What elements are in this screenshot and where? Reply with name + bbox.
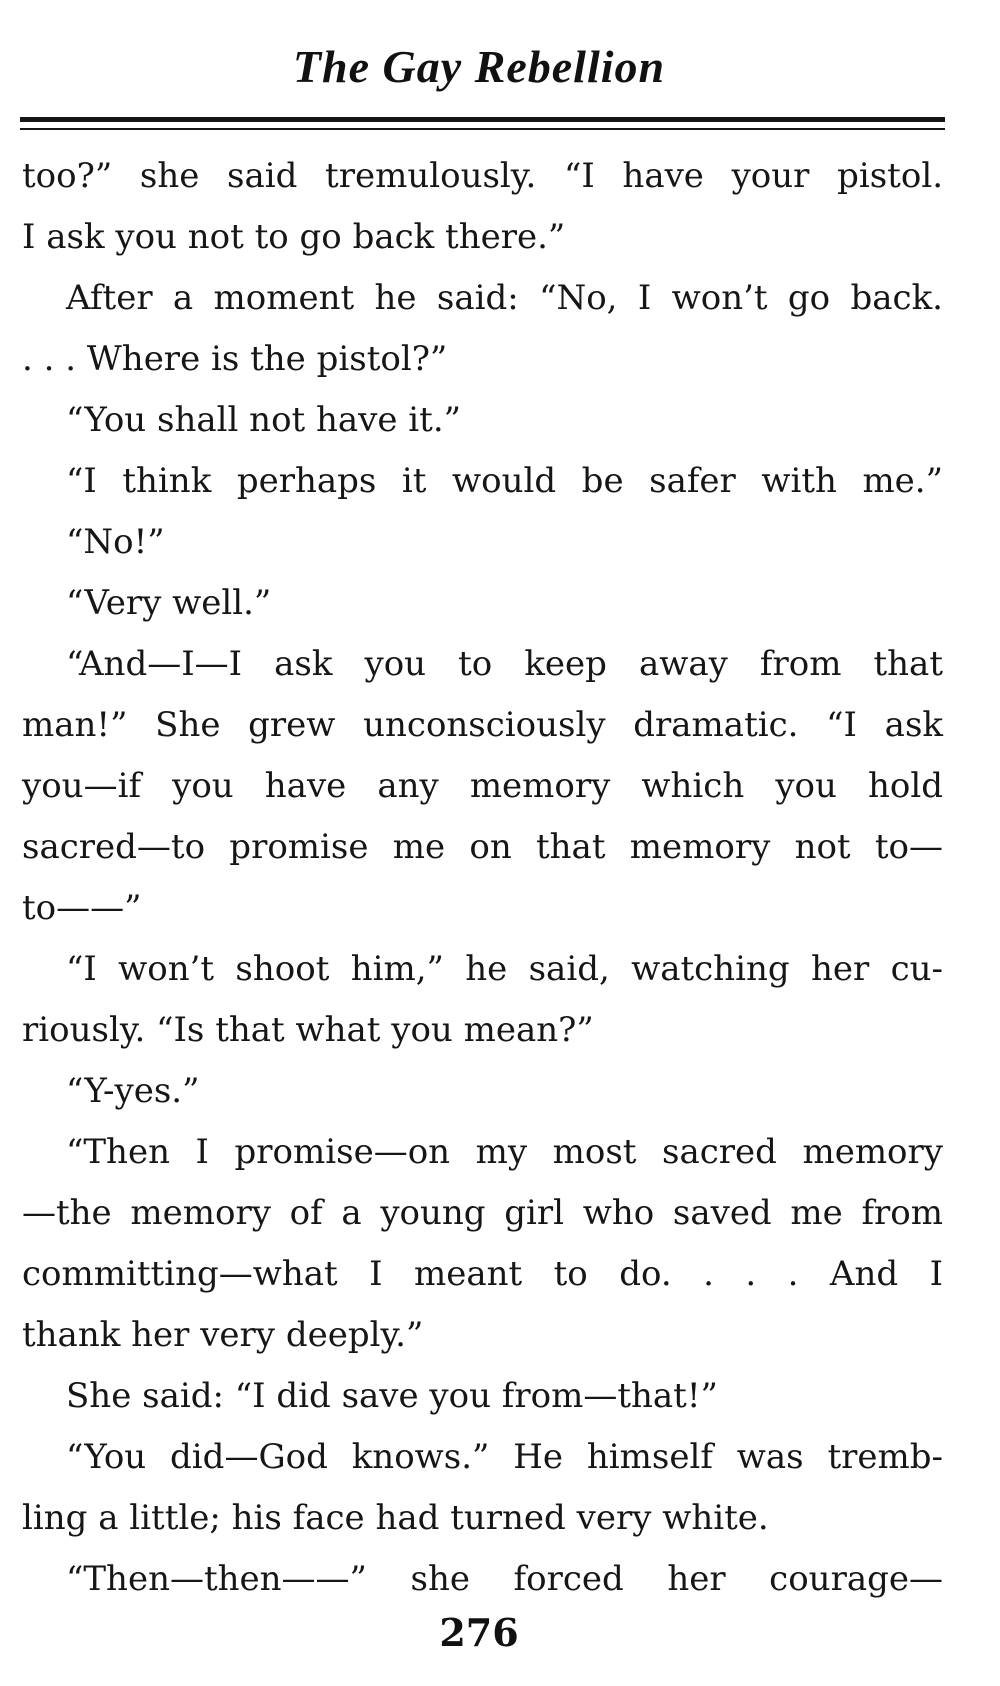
text-line: to——”: [22, 888, 142, 928]
text-line: “And—I—I ask you to keep away from that: [66, 644, 943, 684]
text-line: riously. “Is that what you mean?”: [22, 1010, 594, 1050]
text-line: —the memory of a young girl who saved me from: [22, 1193, 943, 1233]
text-line: man!” She grew unconsciously dramatic. “I ask: [22, 705, 943, 745]
text-line: “Then—then——” she forced her courage—: [66, 1559, 943, 1599]
text-line: “You did—God knows.” He himself was tremb-: [66, 1437, 943, 1477]
text-line: committing—what I meant to do. . . . And I: [22, 1254, 943, 1294]
text-line: you—if you have any memory which you hold: [22, 766, 943, 806]
text-line: She said: “I did save you from—that!”: [66, 1376, 718, 1416]
text-line: “Then I promise—on my most sacred memory: [66, 1132, 943, 1172]
text-line: I ask you not to go back there.”: [22, 217, 566, 257]
body-text: [22, 156, 943, 1620]
text-line: “Y-yes.”: [66, 1071, 200, 1111]
text-line: “Very well.”: [66, 583, 272, 623]
text-line: After a moment he said: “No, I won’t go back.: [66, 278, 943, 318]
text-line: “I won’t shoot him,” he said, watching her cu-: [66, 949, 943, 989]
text-line: “I think perhaps it would be safer with me.”: [66, 461, 943, 501]
text-line: too?” she said tremulously. “I have your pistol.: [22, 156, 943, 196]
text-line: . . . Where is the pistol?”: [22, 339, 448, 379]
text-line: sacred—to promise me on that memory not to—: [22, 827, 943, 867]
header-rule-thin: [20, 128, 945, 130]
running-header-title: The Gay Rebellion: [292, 41, 666, 92]
text-line: thank her very deeply.”: [22, 1315, 424, 1355]
text-line: “No!”: [66, 522, 165, 562]
text-line: “You shall not have it.”: [66, 400, 462, 440]
page-number: 276: [439, 1610, 519, 1655]
header-rule-thick: [20, 117, 945, 122]
text-line: ling a little; his face had turned very white.: [22, 1498, 769, 1538]
